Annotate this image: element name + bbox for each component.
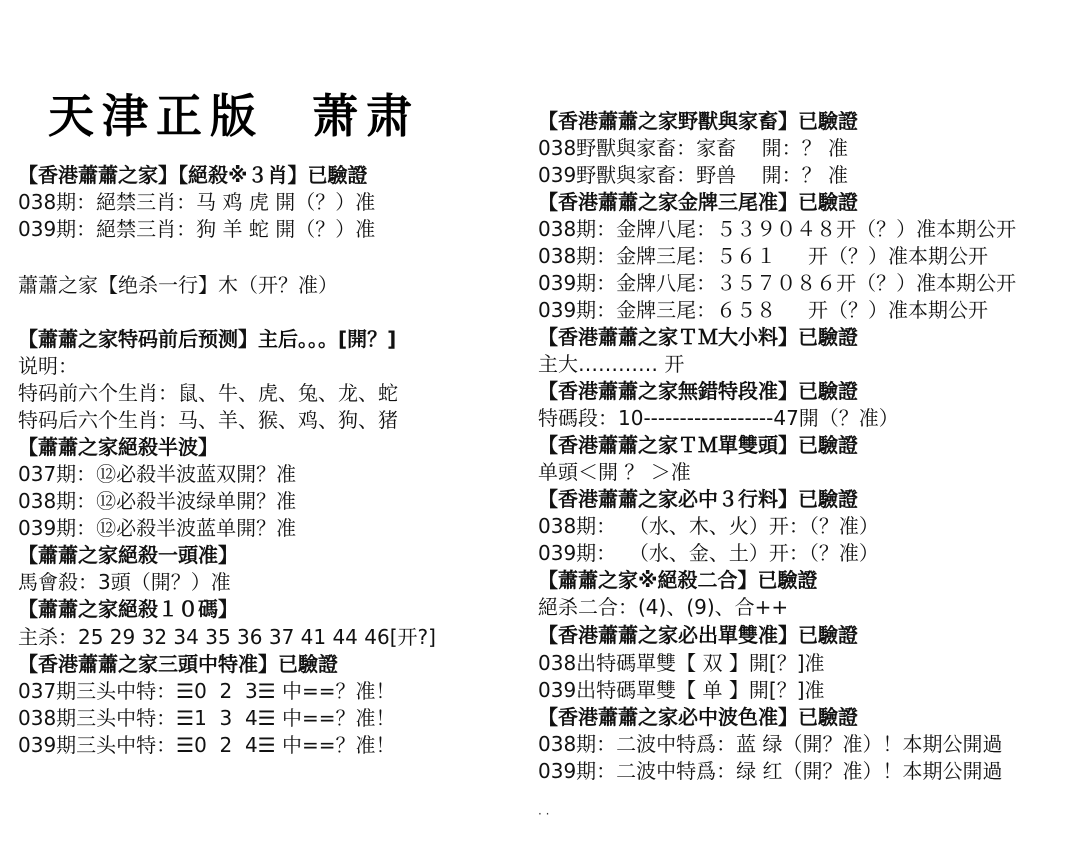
text-line: 【蕭蕭之家特码前后预测】主后。。。[開？] [18, 327, 397, 351]
text-line: 038期：⑫必殺半波绿单開？准 [18, 489, 297, 513]
text-line: 039期：二波中特爲：绿 红（開？准）！本期公開過 [538, 759, 1003, 783]
text-line: 【香港蕭蕭之家必中波色准】已驗證 [538, 705, 858, 729]
text-line: 【蕭蕭之家絕殺半波】 [18, 435, 218, 459]
text-line: 038期： （水、木、火）开：（？准） [538, 514, 879, 538]
text-line: 【香港蕭蕭之家ＴＭ大小料】已驗證 [538, 325, 858, 349]
text-line: 【香港蕭蕭之家ＴＭ單雙頭】已驗證 [538, 433, 858, 457]
text-line: 主杀：25 29 32 34 35 36 37 41 44 46[开?] [18, 625, 436, 649]
text-line: 【蕭蕭之家※絕殺二合】已驗證 [538, 568, 818, 592]
text-line: 特碼段：10------------------47開（？准） [538, 406, 899, 430]
text-line: 038野獸與家畜：家畜 開：？ 准 [538, 136, 848, 160]
text-line: 特码前六个生肖：鼠、牛、虎、兔、龙、蛇 [18, 381, 398, 405]
text-line: 039野獸與家畜：野兽 開：？ 准 [538, 163, 848, 187]
text-line: 【蕭蕭之家絕殺一頭准】 [18, 543, 238, 567]
text-line: 039期：⑫必殺半波蓝单開？准 [18, 516, 297, 540]
text-line: 主大………… 开 [538, 352, 685, 376]
text-line: 【香港蕭蕭之家】【絕殺※３肖】已驗證 [18, 163, 368, 187]
text-line: 【蕭蕭之家絕殺１０碼】 [18, 597, 238, 621]
text-line: 039期：金牌三尾：６５８ 开（？）准本期公开 [538, 298, 988, 322]
text-line: 037期三头中特：☰0 2 3☰ 中==？准！ [18, 679, 396, 703]
text-line: 038期：二波中特爲：蓝 绿（開？准）！本期公開過 [538, 732, 1003, 756]
text-line: 蕭蕭之家【绝杀一行】木（开？准） [18, 273, 338, 297]
text-line: 【香港蕭蕭之家三頭中特准】已驗證 [18, 652, 338, 676]
text-line: 038期：金牌三尾：５６１ 开（？）准本期公开 [538, 244, 988, 268]
text-line: 【香港蕭蕭之家必出單雙准】已驗證 [538, 623, 858, 647]
text-line: 038出特碼單雙【 双 】開[？]准 [538, 651, 825, 675]
text-line: 037期：⑫必殺半波蓝双開？准 [18, 462, 297, 486]
text-line: 单頭＜開 ？ ＞准 [538, 460, 691, 484]
text-line: 【香港蕭蕭之家金牌三尾准】已驗證 [538, 190, 858, 214]
text-line: 特码后六个生肖：马、羊、猴、鸡、狗、猪 [18, 408, 398, 432]
text-line: 说明： [18, 354, 78, 378]
text-line: 038期：絕禁三肖：马 鸡 虎 開（？）准 [18, 190, 376, 214]
text-line: 馬會殺：3頭（開？）准 [18, 570, 231, 594]
text-line: 絕杀二合：(4)、(9)、合++ [538, 595, 789, 619]
text-line: 039期： （水、金、土）开：（？准） [538, 541, 879, 565]
footer-dots: · · [538, 807, 550, 821]
page-title: 天津正版 萧肃 [48, 89, 421, 143]
text-line: 【香港蕭蕭之家無錯特段准】已驗證 [538, 379, 858, 403]
text-line: 039期：金牌八尾：３５７０８６开（？）准本期公开 [538, 271, 1017, 295]
text-line: 039期：絕禁三肖：狗 羊 蛇 開（？）准 [18, 217, 376, 241]
text-line: 038期三头中特：☰1 3 4☰ 中==？准！ [18, 706, 396, 730]
text-line: 【香港蕭蕭之家野獸與家畜】已驗證 [538, 109, 858, 133]
text-line: 038期：金牌八尾：５３９０４８开（？）准本期公开 [538, 217, 1017, 241]
text-line: 039期三头中特：☰0 2 4☰ 中==？准！ [18, 733, 396, 757]
text-line: 【香港蕭蕭之家必中３行料】已驗證 [538, 487, 858, 511]
text-line: 039出特碼單雙【 单 】開[？]准 [538, 678, 825, 702]
